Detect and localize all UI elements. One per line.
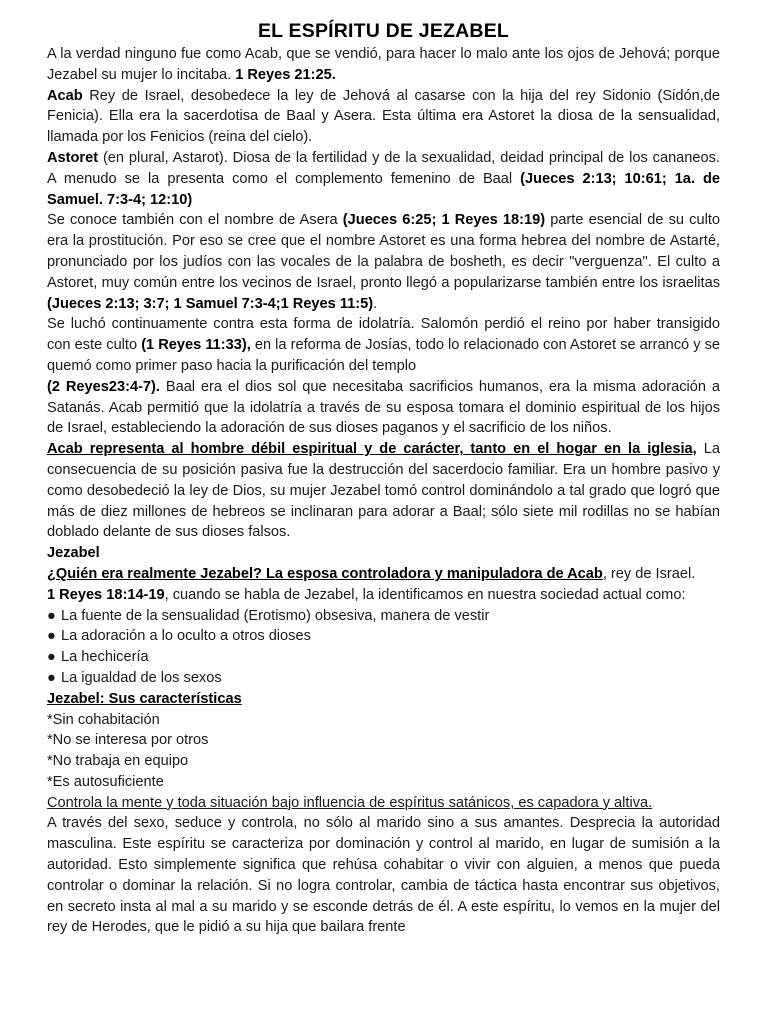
quien-era-lead: ¿Quién era realmente Jezabel? La esposa controladora y manipuladora de Acab xyxy=(47,565,603,582)
paragraph-acab-debil xyxy=(47,439,720,543)
heading-caracteristicas: Jezabel: Sus características xyxy=(47,690,242,707)
baal-text: Baal era el dios sol que necesitaba sacrificios humanos, era la misma adoración a Satanás. Acab permitió que la idolatría a través de su esposa tomara el dominio espiritual de los hijos de Israel, estableciendo la adoración de sus dioses paganos y el sacrificio de los niños. xyxy=(47,378,721,437)
trait-item: *No trabaja en equipo xyxy=(47,753,189,770)
paragraph-asera xyxy=(47,210,720,314)
bullet-icon: ● xyxy=(47,607,56,624)
paragraph-controla: Controla la mente y toda situación bajo influencia de espíritus satánicos, es capadora y altiva. xyxy=(47,794,653,811)
list-item-text: La fuente de la sensualidad (Erotismo) obsesiva, manera de vestir xyxy=(61,607,490,624)
traits-list xyxy=(47,710,720,793)
astoret-lead: Astoret xyxy=(47,149,99,166)
astoret-text: (en plural, Astarot). Diosa de la fertilidad y de la sexualidad, deidad principal de los cananeos. A menudo se la presenta como el complemento femenino de Baal xyxy=(47,149,720,187)
asera-text-3: . xyxy=(373,295,378,312)
intro-reference: 1 Reyes 21:25. xyxy=(235,66,336,83)
list-item-text: La adoración a lo oculto a otros dioses xyxy=(61,628,311,645)
reyes-18-reference: 1 Reyes 18:14-19 xyxy=(47,586,165,603)
reyes-18-text: , cuando se habla de Jezabel, la identificamos en nuestra sociedad actual como: xyxy=(164,586,686,603)
asera-reference-1: (Jueces 6:25; 1 Reyes 18:19) xyxy=(342,212,546,229)
baal-reference: (2 Reyes23:4-7). xyxy=(47,378,160,395)
acab-debil-text: La consecuencia de su posición pasiva fue la destrucción del sacerdocio familiar. Era un hombre pasivo y como desobedeció la ley de Dios, su mujer Jezabel tomó control dominándolo a tal grado que logró que más de diez millones de hebreos se inclinaran para adorar a Baal; sólo siete mil rodillas no se habían doblado delante de sus dioses falsos. xyxy=(47,441,721,541)
quien-era-text: , rey de Israel. xyxy=(602,565,696,582)
paragraph-astoret xyxy=(47,148,720,210)
list-item-text: La hechicería xyxy=(61,649,149,666)
paragraph-idolatria xyxy=(47,314,720,376)
acab-debil-lead: Acab representa al hombre débil espiritual y de carácter, tanto en el hogar en la iglesia, xyxy=(47,441,697,458)
bullet-icon: ● xyxy=(47,628,56,645)
astoret-reference: (Jueces 2:13; 10:61; 1a. de Samuel. 7:3-4; 12:10) xyxy=(47,170,720,208)
idolatria-reference: (1 Reyes 11:33), xyxy=(141,337,251,354)
list-item xyxy=(47,647,720,668)
asera-text-1: Se conoce también con el nombre de Asera xyxy=(47,212,343,229)
paragraph-quien-era xyxy=(47,564,720,585)
paragraph-seduccion: A través del sexo, seduce y controla, no sólo al marido sino a sus amantes. Desprecia la autoridad masculina. Este espíritu se caracteriza por dominación y control al marido, en lugar de sumisión a la autoridad. Esto simplemente significa que rehúsa cohabitar o vivir con alguien, a menos que pueda controlar o dominar la relación. Si no logra controlar, cambia de táctica hasta encontrar sus objetivos, en secreto insta al mal a su marido y se esconde detrás de él. A este espíritu, lo vemos en la mujer del rey de Herodes, que le pidió a su hija que bailara frente xyxy=(47,815,720,936)
list-item-text: La igualdad de los sexos xyxy=(61,669,222,686)
idolatria-text-2: en la reforma de Josías, todo lo relacionado con Astoret se arrancó y se quemó como primer paso hacia la purificación del templo xyxy=(47,337,720,374)
asera-text-2: parte esencial de su culto era la prostitución. Por eso se cree que el nombre Astoret es una forma hebrea del nombre de Astarté, pronunciado por los judíos con las vocales de la palabra de bosheth, es decir "verguenza". El culto a Astoret, muy común entre los vecinos de Israel, pronto llegó a popularizarse también entre los israelitas xyxy=(47,212,720,291)
bullet-icon: ● xyxy=(47,649,56,666)
paragraph-baal xyxy=(47,377,720,439)
trait-item: *Sin cohabitación xyxy=(47,711,160,728)
idolatria-text-1: Se luchó continuamente contra esta forma de idolatría. Salomón perdió el reino por haber transigido con este culto xyxy=(47,316,720,354)
asera-reference-2: (Jueces 2:13; 3:7; 1 Samuel 7:3-4;1 Reyes 11:5) xyxy=(47,295,374,312)
intro-text: A la verdad ninguno fue como Acab, que se vendió, para hacer lo malo ante los ojos de Jehová; porque Jezabel su mujer lo incitaba. xyxy=(47,46,720,83)
list-item xyxy=(47,606,720,627)
acab-lead: Acab xyxy=(47,87,83,104)
list-item xyxy=(47,668,720,689)
bullet-icon: ● xyxy=(47,669,56,686)
heading-jezabel: Jezabel xyxy=(47,545,100,562)
trait-item: *No se interesa por otros xyxy=(47,732,209,749)
bullet-list xyxy=(47,606,720,689)
paragraph-reyes-18 xyxy=(47,585,720,606)
document-title: EL ESPÍRITU DE JEZABEL xyxy=(257,20,510,42)
list-item xyxy=(47,626,720,647)
paragraph-acab xyxy=(47,86,720,148)
paragraph-intro xyxy=(47,44,720,86)
trait-item: *Es autosuficiente xyxy=(47,773,164,790)
acab-text: Rey de Israel, desobedece la ley de Jehová al casarse con la hija del rey Sidonio (Sidón,de Fenicia). Ella era la sacerdotisa de Baal y Asera. Esta última era Astoret la diosa de la sensualidad, llamada por los Fenicios (reina del cielo). xyxy=(47,87,720,146)
